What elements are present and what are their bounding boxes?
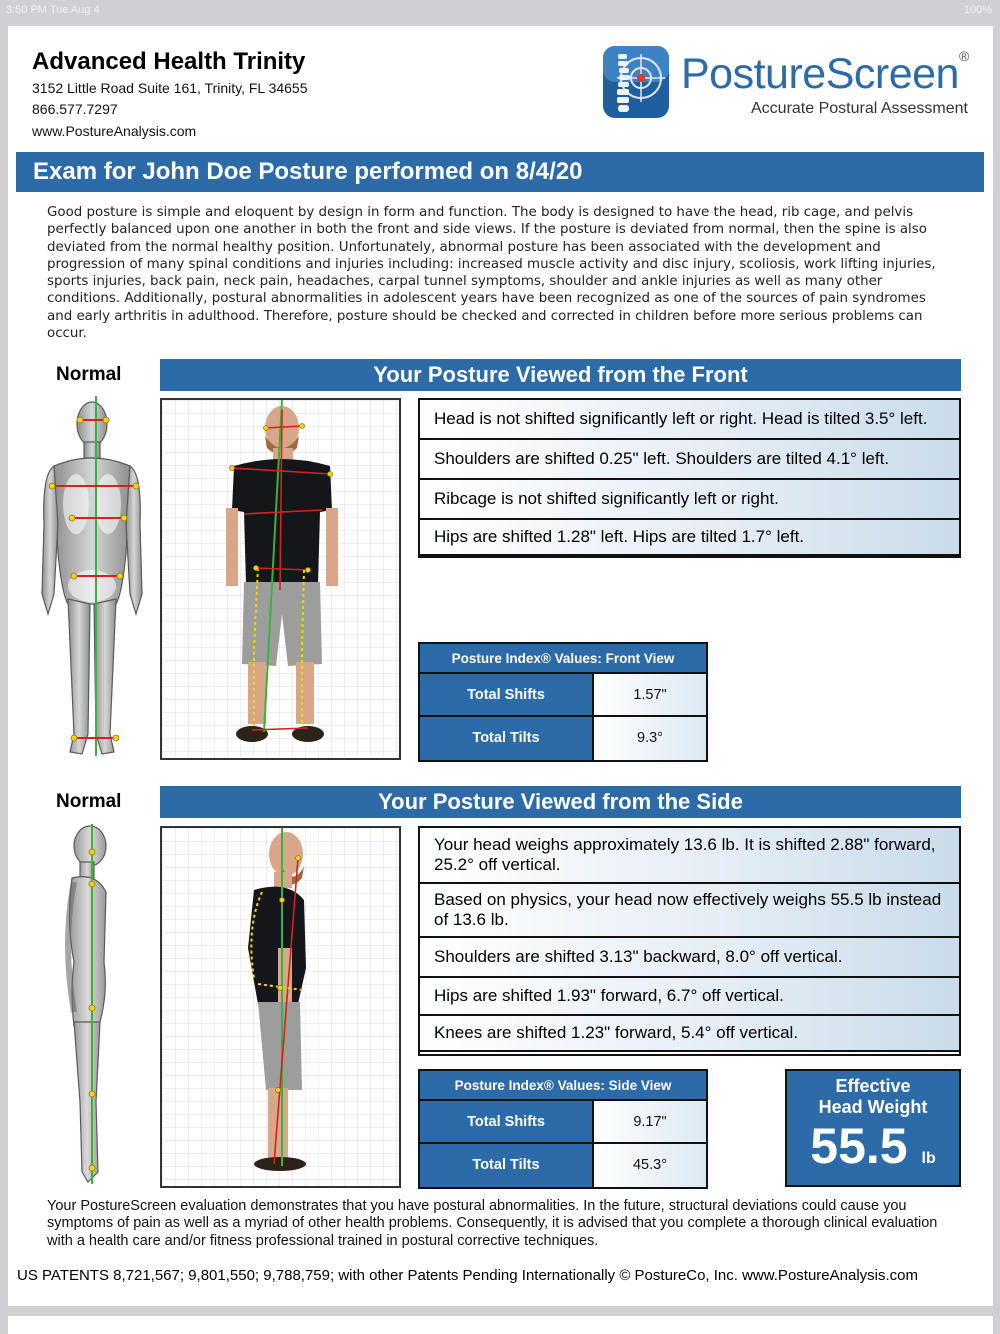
logo-tagline: Accurate Postural Assessment: [751, 100, 968, 117]
ehw-label-line2: Head Weight: [818, 1097, 928, 1117]
patents-footer: US PATENTS 8,721,567; 9,801,550; 9,788,759; with other Patents Pending Internationally © PostureCo, Inc. www.PostureAnalysis.com: [17, 1267, 918, 1284]
front-photo-canvas: [162, 400, 399, 758]
front-index-row-shifts: [420, 674, 706, 717]
front-shifts-value: 1.57": [594, 674, 706, 715]
effective-head-weight-box: [785, 1069, 961, 1187]
front-posture-index-table: [418, 642, 708, 762]
status-time: 3:50 PM Tue Aug 4: [6, 4, 100, 16]
front-view-header: Your Posture Viewed from the Front: [160, 359, 961, 391]
side-posture-index-table: [418, 1069, 708, 1189]
side-photo-canvas: [162, 828, 399, 1186]
front-normal-body-figure: [32, 394, 152, 764]
side-finding-knees: Knees are shifted 1.23" forward, 5.4° off vertical.: [418, 1014, 961, 1052]
side-findings-list: [418, 826, 961, 1056]
front-finding-hips: Hips are shifted 1.28" left. Hips are tilted 1.7° left.: [418, 518, 961, 556]
logo-registered-mark: ®: [959, 48, 970, 64]
side-tilts-value: 45.3°: [594, 1144, 706, 1187]
front-index-row-tilts: [420, 717, 706, 760]
logo-brand-text: PostureScreen: [681, 50, 959, 98]
side-normal-body-figure: [52, 822, 132, 1192]
ehw-label-line1: Effective: [835, 1076, 911, 1096]
side-shifts-value: 9.17": [594, 1101, 706, 1142]
side-finding-effective-weight: Based on physics, your head now effectively weighs 55.5 lb instead of 13.6 lb.: [418, 882, 961, 938]
front-index-title: Posture Index® Values: Front View: [420, 644, 706, 674]
clinic-website: www.PostureAnalysis.com: [32, 123, 197, 139]
side-index-row-tilts: [420, 1144, 706, 1187]
side-tilts-label: Total Tilts: [420, 1144, 594, 1187]
front-finding-head: Head is not shifted significantly left or right. Head is tilted 3.5° left.: [418, 398, 961, 440]
side-finding-hips: Hips are shifted 1.93" forward, 6.7° off vertical.: [418, 976, 961, 1016]
side-finding-shoulders: Shoulders are shifted 3.13" backward, 8.0° off vertical.: [418, 936, 961, 978]
side-shifts-label: Total Shifts: [420, 1101, 594, 1142]
side-view-photo: [160, 826, 401, 1188]
front-normal-label: Normal: [56, 364, 122, 385]
front-finding-shoulders: Shoulders are shifted 0.25" left. Shoulders are tilted 4.1° left.: [418, 438, 961, 480]
ehw-value: 55.5: [810, 1118, 908, 1174]
status-bar: [0, 0, 1000, 22]
front-findings-list: [418, 398, 961, 558]
ehw-value-line: [787, 1120, 959, 1185]
front-shifts-label: Total Shifts: [420, 674, 594, 715]
side-normal-label: Normal: [56, 791, 122, 812]
posturescreen-logo: [601, 44, 981, 124]
side-index-row-shifts: [420, 1101, 706, 1144]
clinic-phone: 866.577.7297: [32, 101, 118, 117]
side-finding-head: Your head weighs approximately 13.6 lb. It is shifted 2.88" forward, 25.2° off vertical.: [418, 826, 961, 884]
status-battery: 100%: [963, 4, 992, 16]
side-view-header: Your Posture Viewed from the Side: [160, 786, 961, 818]
side-index-title: Posture Index® Values: Side View: [420, 1071, 706, 1101]
report-page: [8, 26, 993, 1306]
logo-spine-icon: [601, 44, 671, 120]
front-finding-ribcage: Ribcage is not shifted significantly left or right.: [418, 478, 961, 520]
intro-paragraph: Good posture is simple and eloquent by design in form and function. The body is designed to have the head, rib cage, and pelvis perfectly balanced upon one another in both the front and side views. If the posture is deviated from normal, then the spine is also deviated from the normal healthy position. Unfortunately, abnormal posture has been associated with the development and progression of many spinal conditions and injuries including: increased muscle activity and disc injury, scoliosis, work lifting injuries, sports injuries, back pain, neck pain, headaches, carpal tunnel symptoms, shoulder and ankle injuries as well as many other conditions. Additionally, postural abnormalities in adolescent years have been recognized as one of the sources of pain syndromes and early arthritis in adulthood. Therefore, posture should be checked and corrected in children before more serious problems can occur.: [47, 205, 936, 342]
next-page-edge: [8, 1316, 993, 1334]
front-tilts-value: 9.3°: [594, 717, 706, 760]
ehw-unit: lb: [921, 1150, 936, 1167]
exam-title: Exam for John Doe Posture performed on 8/4/20: [16, 152, 984, 192]
clinic-name: Advanced Health Trinity: [32, 48, 306, 75]
front-view-photo: [160, 398, 401, 760]
clinic-address: 3152 Little Road Suite 161, Trinity, FL 34655: [32, 80, 308, 96]
front-tilts-label: Total Tilts: [420, 717, 594, 760]
outro-paragraph: Your PostureScreen evaluation demonstrates that you have postural abnormalities. In the future, structural deviations could cause you symptoms of pain as well as a myriad of other health problems. Consequently, it is advised that you complete a thorough clinical evaluation with a health care and/or fitness professional trained in postural corrective techniques.: [47, 1198, 938, 1249]
